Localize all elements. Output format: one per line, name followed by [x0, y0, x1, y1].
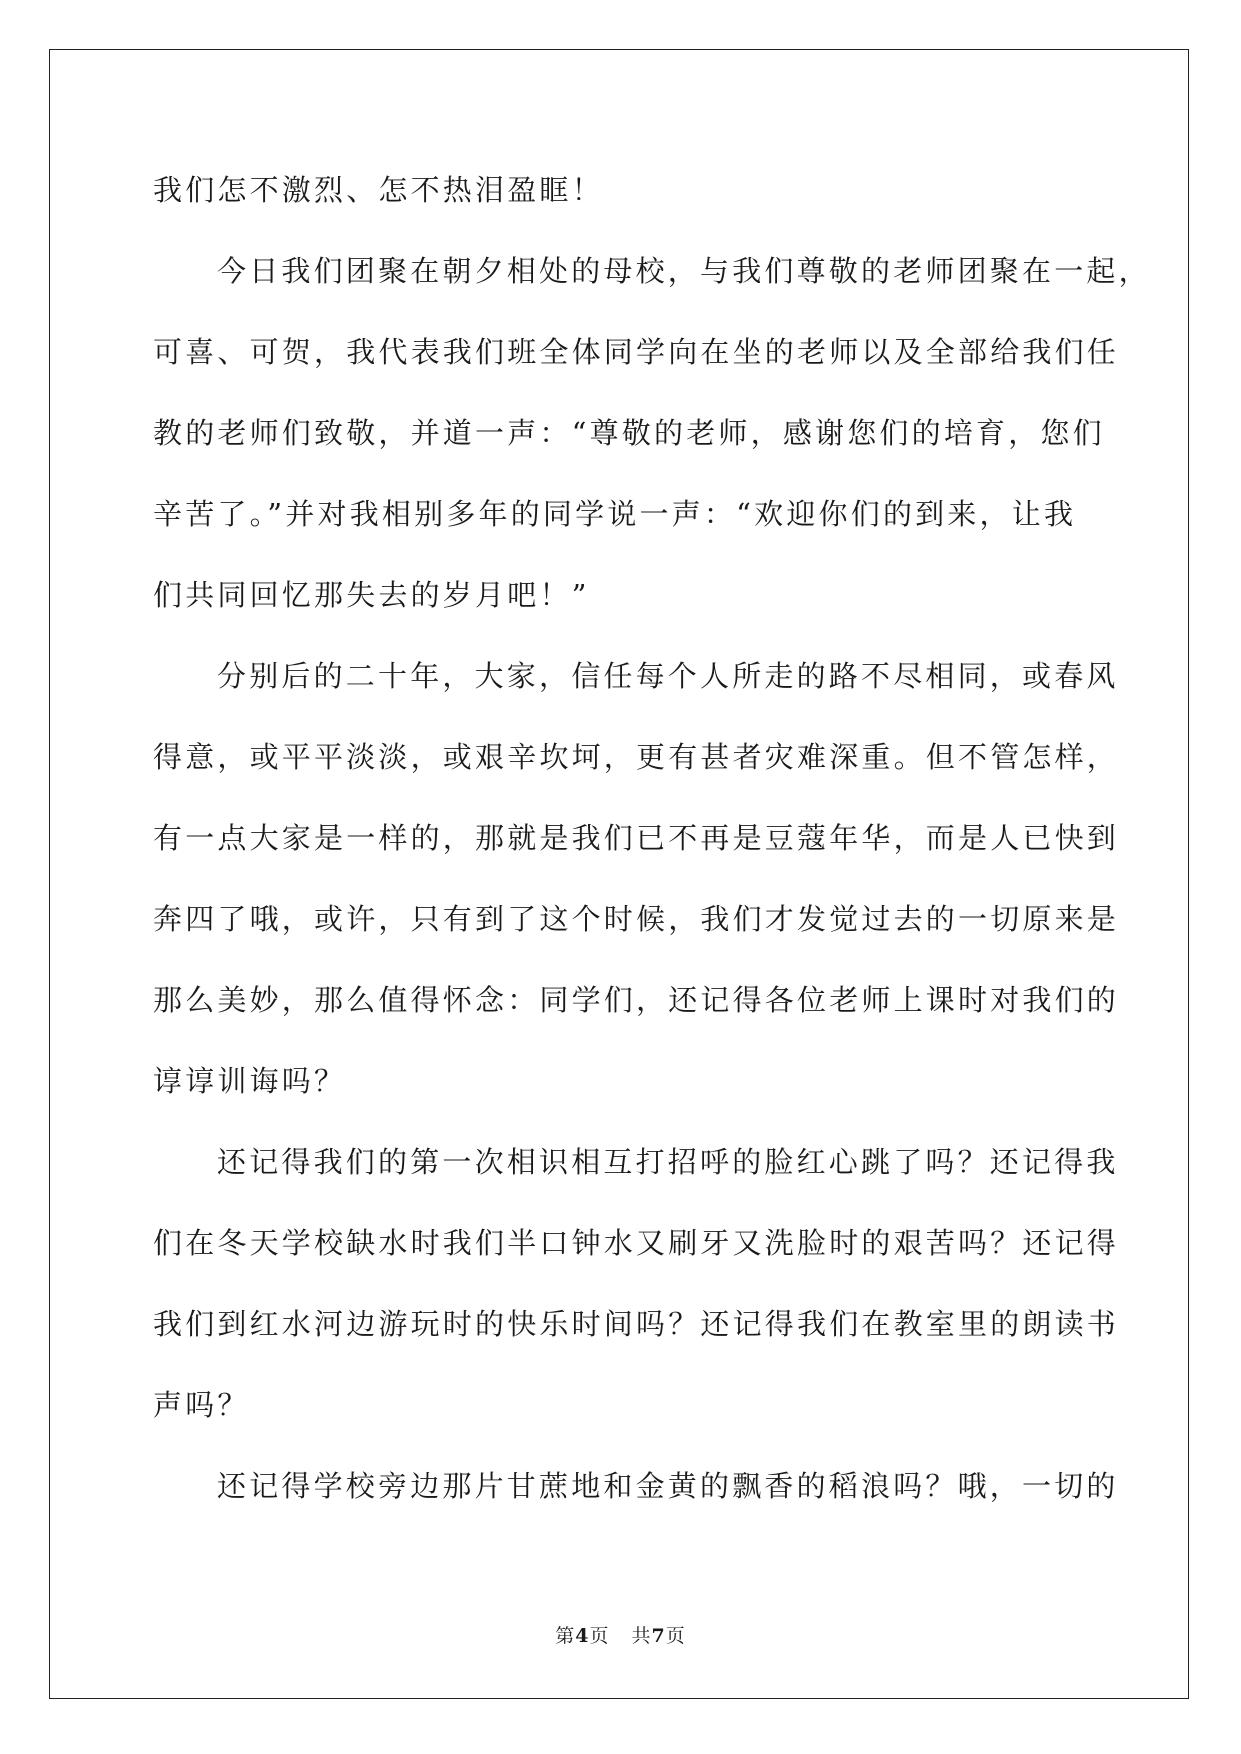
page-prefix: 第 [555, 1625, 576, 1647]
text-line: 教的老师们致敬，并道一声：“尊敬的老师，感谢您们的培育，您们 [153, 416, 1105, 450]
text-line: 还记得学校旁边那片甘蔗地和金黄的飘香的稻浪吗？哦，一切的 [217, 1469, 1119, 1503]
text-line: 辛苦了。”并对我相别多年的同学说一声：“欢迎你们的到来，让我 [153, 497, 1077, 531]
total-prefix: 共 [631, 1625, 652, 1647]
text-line: 还记得我们的第一次相识相互打招呼的脸红心跳了吗？还记得我 [217, 1145, 1119, 1179]
text-line: 奔四了哦，或许，只有到了这个时候，我们才发觉过去的一切原来是 [153, 902, 1120, 936]
text-line: 们在冬天学校缺水时我们半口钟水又刷牙又洗脸时的艰苦吗？还记得 [153, 1226, 1120, 1260]
page-number: 4 [575, 1625, 590, 1647]
text-line: 可喜、可贺，我代表我们班全体同学向在坐的老师以及全部给我们任 [153, 335, 1120, 369]
page-footer [0, 1624, 1241, 1648]
total-suffix: 页 [665, 1625, 686, 1647]
text-line: 有一点大家是一样的，那就是我们已不再是豆蔻年华，而是人已快到 [153, 821, 1120, 855]
text-line: 我们到红水河边游玩时的快乐时间吗？还记得我们在教室里的朗读书 [153, 1307, 1120, 1341]
text-line: 今日我们团聚在朝夕相处的母校，与我们尊敬的老师团聚在一起， [217, 254, 1151, 288]
text-line: 声吗？ [153, 1388, 250, 1422]
text-line: 谆谆训诲吗？ [153, 1064, 347, 1098]
total-pages: 7 [651, 1625, 666, 1647]
page-suffix: 页 [589, 1625, 610, 1647]
text-line: 得意，或平平淡淡，或艰辛坎坷，更有甚者灾难深重。但不管怎样， [153, 740, 1120, 774]
document-body [153, 160, 1151, 1537]
text-line: 们共同回忆那失去的岁月吧！” [153, 578, 590, 612]
text-line: 那么美妙，那么值得怀念：同学们，还记得各位老师上课时对我们的 [153, 983, 1120, 1017]
text-line: 我们怎不激烈、怎不热泪盈眶！ [153, 173, 604, 207]
text-line: 分别后的二十年，大家，信任每个人所走的路不尽相同，或春风 [217, 659, 1119, 693]
